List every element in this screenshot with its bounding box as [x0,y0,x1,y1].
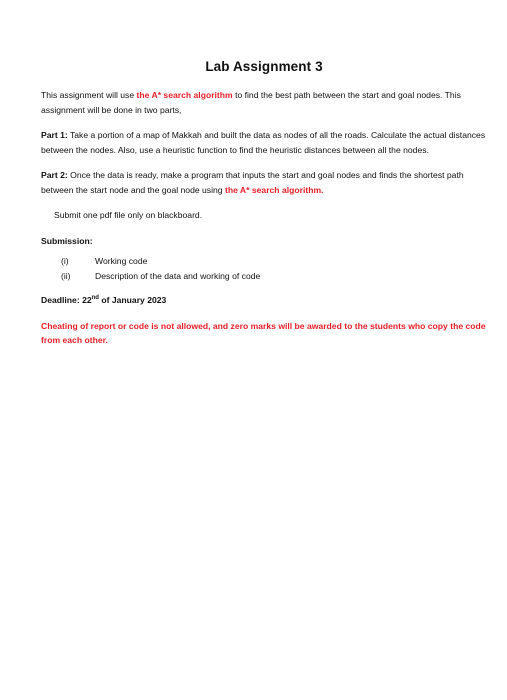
part2-paragraph [41,168,487,197]
list-item-text: Working code [95,256,148,266]
list-item [41,254,487,269]
intro-text-before: This assignment will use [41,90,137,100]
part2-highlight: the A* search algorithm [224,184,322,195]
part2-label: Part 2: [41,170,68,180]
submission-heading: Submission: [41,235,93,246]
submission-list [41,254,487,283]
page-title: Lab Assignment 3 [205,59,323,74]
intro-text-after: to find the best path between the start and goal nodes. This assignment will be done in two parts, [41,90,461,115]
intro-paragraph [41,88,487,117]
deadline-superscript: nd [91,295,99,302]
deadline [41,293,487,308]
intro-highlight: the A* search algorithm [136,90,233,100]
list-item-text: Description of the data and working of code [95,270,261,281]
part2-text-after: . [321,184,324,195]
document-content [41,58,487,359]
part1-text: Take a portion of a map of Makkah and built the data as nodes of all the roads. Calculate the actual distances between the nodes. Also, use a heuristic function to find the heuristic distances between all the nodes. [41,130,486,155]
part2-text: Once the data is ready, make a program that inputs the start and goal nodes and finds the shortest path between the start node and the goal node using [41,170,464,195]
deadline-rest: of January 2023 [98,295,167,305]
list-item [41,269,487,284]
list-item-number: (i) [61,256,69,266]
cheating-warning: Cheating of report or code is not allowed, and zero marks will be awarded to the students who copy the code from each other. [41,320,486,345]
submit-note: Submit one pdf file only on blackboard. [54,210,203,220]
part1-paragraph [41,128,487,157]
deadline-label: Deadline: 22 [41,295,92,305]
part1-label: Part 1: [41,130,68,140]
list-item-number: (ii) [61,270,71,281]
